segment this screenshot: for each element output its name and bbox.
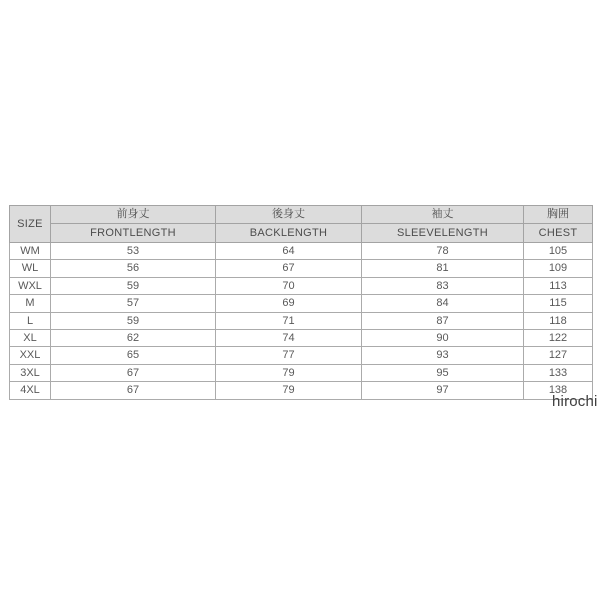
value-cell: 67	[51, 382, 216, 399]
value-cell: 70	[216, 277, 362, 294]
value-cell: 97	[362, 382, 524, 399]
value-cell: 65	[51, 347, 216, 364]
size-chart	[9, 205, 593, 400]
size-cell: M	[10, 295, 51, 312]
value-cell: 62	[51, 330, 216, 347]
corner-header-size: SIZE	[10, 206, 51, 243]
size-cell: L	[10, 312, 51, 329]
value-cell: 127	[524, 347, 593, 364]
value-cell: 67	[51, 364, 216, 381]
table-row	[10, 277, 593, 294]
size-cell: XXL	[10, 347, 51, 364]
value-cell: 95	[362, 364, 524, 381]
value-cell: 59	[51, 277, 216, 294]
table-row	[10, 312, 593, 329]
header-frontlength-en: FRONTLENGTH	[51, 224, 216, 243]
value-cell: 122	[524, 330, 593, 347]
value-cell: 109	[524, 260, 593, 277]
size-cell: WXL	[10, 277, 51, 294]
value-cell: 69	[216, 295, 362, 312]
table-row	[10, 243, 593, 260]
value-cell: 56	[51, 260, 216, 277]
header-row-japanese	[10, 206, 593, 224]
table-row	[10, 364, 593, 381]
value-cell: 118	[524, 312, 593, 329]
value-cell: 115	[524, 295, 593, 312]
value-cell: 113	[524, 277, 593, 294]
table-row	[10, 347, 593, 364]
value-cell: 57	[51, 295, 216, 312]
table-row	[10, 382, 593, 399]
value-cell: 79	[216, 382, 362, 399]
header-backlength-jp: 後身丈	[216, 206, 362, 224]
value-cell: 79	[216, 364, 362, 381]
size-cell: 4XL	[10, 382, 51, 399]
header-frontlength-jp: 前身丈	[51, 206, 216, 224]
value-cell: 53	[51, 243, 216, 260]
header-backlength-en: BACKLENGTH	[216, 224, 362, 243]
value-cell: 67	[216, 260, 362, 277]
value-cell: 83	[362, 277, 524, 294]
value-cell: 93	[362, 347, 524, 364]
size-chart-header	[10, 206, 593, 243]
value-cell: 138	[524, 382, 593, 399]
size-cell: WL	[10, 260, 51, 277]
value-cell: 71	[216, 312, 362, 329]
value-cell: 84	[362, 295, 524, 312]
value-cell: 87	[362, 312, 524, 329]
value-cell: 81	[362, 260, 524, 277]
value-cell: 74	[216, 330, 362, 347]
header-sleevelength-jp: 袖丈	[362, 206, 524, 224]
value-cell: 105	[524, 243, 593, 260]
size-cell: XL	[10, 330, 51, 347]
table-row	[10, 260, 593, 277]
value-cell: 77	[216, 347, 362, 364]
table-row	[10, 330, 593, 347]
table-row	[10, 295, 593, 312]
value-cell: 90	[362, 330, 524, 347]
value-cell: 133	[524, 364, 593, 381]
header-chest-en: CHEST	[524, 224, 593, 243]
size-chart-table	[9, 205, 593, 400]
size-table-body	[10, 243, 593, 400]
value-cell: 64	[216, 243, 362, 260]
brand-watermark: hirochi	[552, 393, 598, 410]
header-row-english	[10, 224, 593, 243]
header-sleevelength-en: SLEEVELENGTH	[362, 224, 524, 243]
size-cell: WM	[10, 243, 51, 260]
header-chest-jp: 胸囲	[524, 206, 593, 224]
value-cell: 59	[51, 312, 216, 329]
size-cell: 3XL	[10, 364, 51, 381]
value-cell: 78	[362, 243, 524, 260]
